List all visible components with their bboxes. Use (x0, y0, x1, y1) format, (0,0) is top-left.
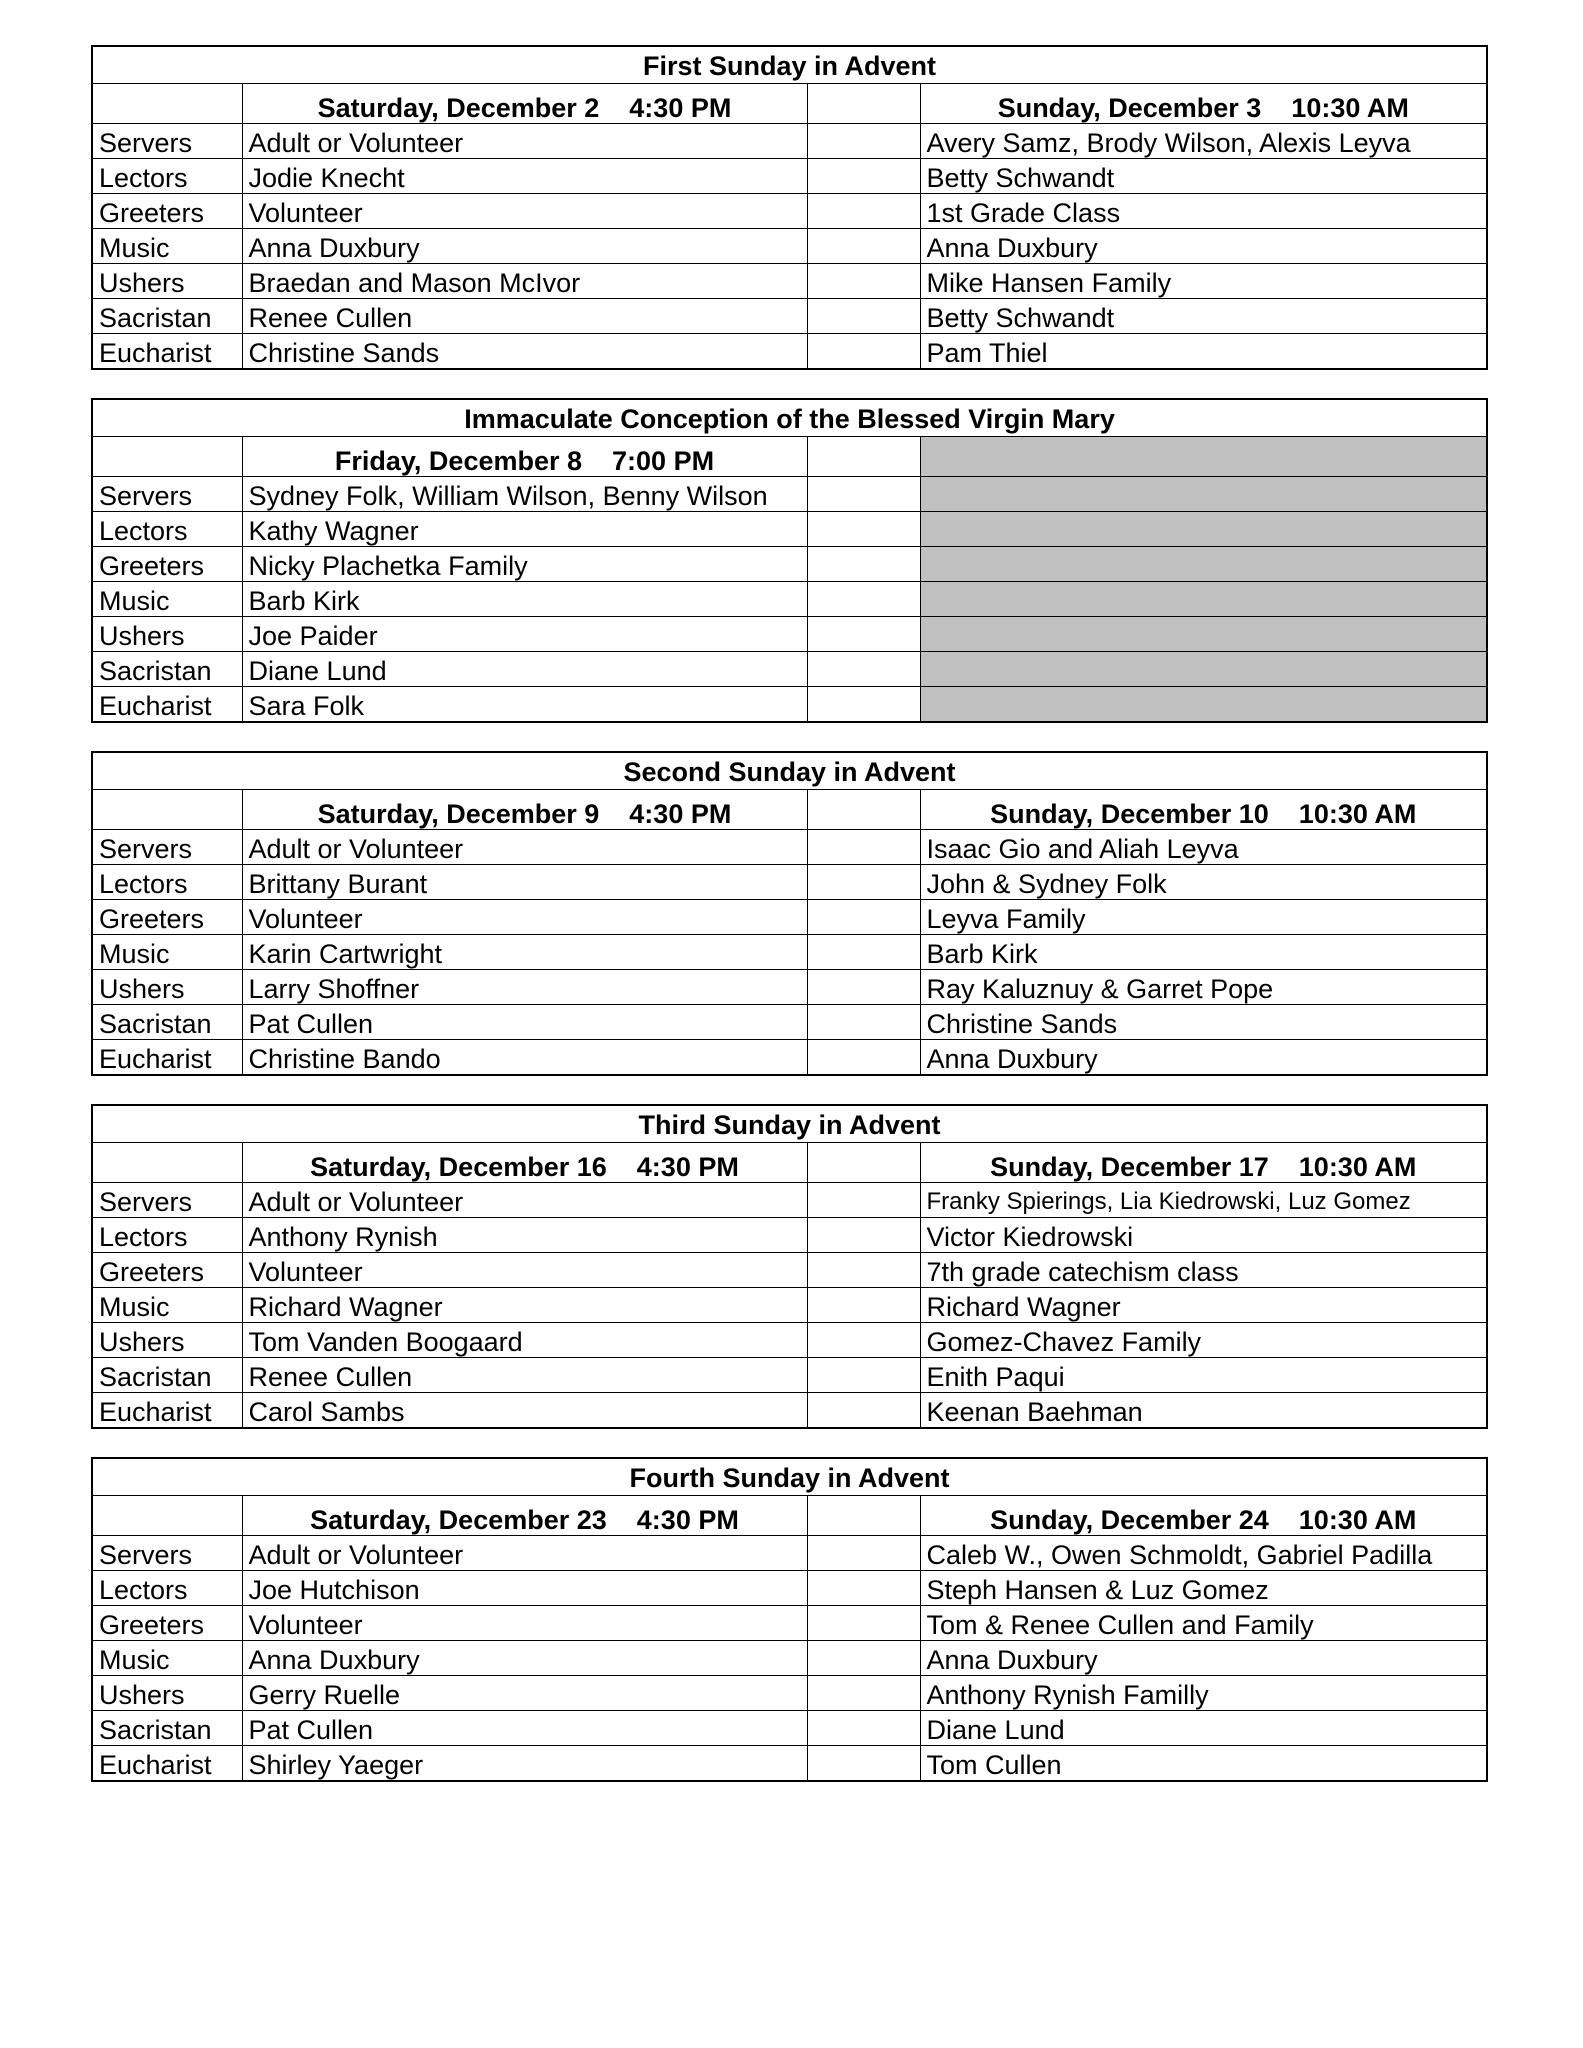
saturday-assignee: Sara Folk (242, 687, 807, 723)
role-header-blank (92, 1496, 242, 1536)
spacer-cell (807, 477, 920, 512)
role-label: Servers (92, 1183, 242, 1218)
sunday-assignee: Avery Samz, Brody Wilson, Alexis Leyva (920, 124, 1487, 159)
saturday-assignee: Carol Sambs (242, 1393, 807, 1429)
role-label: Eucharist (92, 1393, 242, 1429)
saturday-assignee: Brittany Burant (242, 865, 807, 900)
table-row (92, 334, 1487, 370)
table-row (92, 547, 1487, 582)
sunday-assignee: 1st Grade Class (920, 194, 1487, 229)
table-row (92, 1358, 1487, 1393)
sunday-assignee: Barb Kirk (920, 935, 1487, 970)
sunday-assignee: Victor Kiedrowski (920, 1218, 1487, 1253)
saturday-assignee: Braedan and Mason McIvor (242, 264, 807, 299)
spacer-cell (807, 547, 920, 582)
section-title: Fourth Sunday in Advent (92, 1458, 1487, 1496)
spacer-cell (807, 935, 920, 970)
table-row (92, 299, 1487, 334)
table-row (92, 1571, 1487, 1606)
role-label: Eucharist (92, 334, 242, 370)
spacer-cell (807, 1040, 920, 1076)
sunday-assignee: Franky Spierings, Lia Kiedrowski, Luz Gomez (920, 1183, 1487, 1218)
table-row (92, 512, 1487, 547)
table-row (92, 617, 1487, 652)
table-row (92, 1218, 1487, 1253)
sunday-header: Sunday, December 24 10:30 AM (920, 1496, 1487, 1536)
role-label: Music (92, 1641, 242, 1676)
saturday-assignee: Volunteer (242, 1253, 807, 1288)
spacer-cell (807, 1496, 920, 1536)
spacer-cell (807, 1393, 920, 1429)
sunday-assignee: Richard Wagner (920, 1288, 1487, 1323)
sunday-assignee: John & Sydney Folk (920, 865, 1487, 900)
sunday-header: Sunday, December 17 10:30 AM (920, 1143, 1487, 1183)
role-label: Greeters (92, 194, 242, 229)
sunday-assignee: Caleb W., Owen Schmoldt, Gabriel Padilla (920, 1536, 1487, 1571)
table-row (92, 687, 1487, 723)
sunday-assignee (920, 652, 1487, 687)
saturday-assignee: Volunteer (242, 1606, 807, 1641)
saturday-assignee: Volunteer (242, 194, 807, 229)
sunday-assignee: Diane Lund (920, 1711, 1487, 1746)
role-label: Ushers (92, 970, 242, 1005)
saturday-assignee: Pat Cullen (242, 1711, 807, 1746)
table-row (92, 582, 1487, 617)
role-label: Sacristan (92, 299, 242, 334)
saturday-assignee: Jodie Knecht (242, 159, 807, 194)
role-header-blank (92, 790, 242, 830)
schedule-table (91, 1104, 1488, 1429)
saturday-assignee: Christine Sands (242, 334, 807, 370)
table-row (92, 1676, 1487, 1711)
spacer-cell (807, 1288, 920, 1323)
saturday-assignee: Renee Cullen (242, 1358, 807, 1393)
role-label: Greeters (92, 900, 242, 935)
saturday-assignee: Kathy Wagner (242, 512, 807, 547)
sunday-header: Sunday, December 10 10:30 AM (920, 790, 1487, 830)
role-label: Music (92, 582, 242, 617)
spacer-cell (807, 582, 920, 617)
role-label: Lectors (92, 1571, 242, 1606)
saturday-header: Saturday, December 2 4:30 PM (242, 84, 807, 124)
table-row (92, 1641, 1487, 1676)
schedule-table (91, 398, 1488, 723)
table-row (92, 652, 1487, 687)
saturday-assignee: Diane Lund (242, 652, 807, 687)
spacer-cell (807, 1711, 920, 1746)
spacer-cell (807, 437, 920, 477)
sunday-assignee: Anna Duxbury (920, 1641, 1487, 1676)
schedule-table (91, 1457, 1488, 1782)
saturday-assignee: Joe Paider (242, 617, 807, 652)
table-row (92, 900, 1487, 935)
spacer-cell (807, 334, 920, 370)
spacer-cell (807, 1218, 920, 1253)
saturday-assignee: Renee Cullen (242, 299, 807, 334)
sunday-assignee: Anna Duxbury (920, 229, 1487, 264)
role-label: Servers (92, 830, 242, 865)
spacer-cell (807, 124, 920, 159)
saturday-header: Saturday, December 23 4:30 PM (242, 1496, 807, 1536)
role-label: Ushers (92, 617, 242, 652)
spacer-cell (807, 84, 920, 124)
role-label: Sacristan (92, 1711, 242, 1746)
spacer-cell (807, 1143, 920, 1183)
saturday-assignee: Karin Cartwright (242, 935, 807, 970)
saturday-assignee: Sydney Folk, William Wilson, Benny Wilson (242, 477, 807, 512)
spacer-cell (807, 229, 920, 264)
saturday-header: Saturday, December 9 4:30 PM (242, 790, 807, 830)
spacer-cell (807, 1183, 920, 1218)
saturday-assignee: Volunteer (242, 900, 807, 935)
role-label: Sacristan (92, 1358, 242, 1393)
role-label: Greeters (92, 547, 242, 582)
saturday-header: Friday, December 8 7:00 PM (242, 437, 807, 477)
sunday-header (920, 437, 1487, 477)
spacer-cell (807, 194, 920, 229)
sunday-assignee: Betty Schwandt (920, 299, 1487, 334)
saturday-assignee: Anthony Rynish (242, 1218, 807, 1253)
spacer-cell (807, 512, 920, 547)
saturday-assignee: Adult or Volunteer (242, 1183, 807, 1218)
spacer-cell (807, 652, 920, 687)
role-header-blank (92, 437, 242, 477)
spacer-cell (807, 617, 920, 652)
saturday-assignee: Pat Cullen (242, 1005, 807, 1040)
spacer-cell (807, 1641, 920, 1676)
role-label: Lectors (92, 865, 242, 900)
spacer-cell (807, 264, 920, 299)
role-label: Sacristan (92, 1005, 242, 1040)
section-title: First Sunday in Advent (92, 46, 1487, 84)
table-row (92, 970, 1487, 1005)
spacer-cell (807, 865, 920, 900)
role-label: Servers (92, 1536, 242, 1571)
sunday-assignee: Steph Hansen & Luz Gomez (920, 1571, 1487, 1606)
spacer-cell (807, 830, 920, 865)
sunday-header: Sunday, December 3 10:30 AM (920, 84, 1487, 124)
table-row (92, 229, 1487, 264)
sunday-assignee: 7th grade catechism class (920, 1253, 1487, 1288)
saturday-assignee: Anna Duxbury (242, 229, 807, 264)
saturday-assignee: Barb Kirk (242, 582, 807, 617)
table-row (92, 124, 1487, 159)
spacer-cell (807, 1253, 920, 1288)
spacer-cell (807, 790, 920, 830)
spacer-cell (807, 970, 920, 1005)
sunday-assignee: Isaac Gio and Aliah Leyva (920, 830, 1487, 865)
role-label: Eucharist (92, 687, 242, 723)
sunday-assignee (920, 617, 1487, 652)
role-label: Servers (92, 124, 242, 159)
role-label: Greeters (92, 1606, 242, 1641)
table-row (92, 1746, 1487, 1782)
table-row (92, 1253, 1487, 1288)
schedule-page (91, 45, 1486, 1810)
table-row (92, 194, 1487, 229)
table-row (92, 1536, 1487, 1571)
role-label: Music (92, 935, 242, 970)
sunday-assignee: Enith Paqui (920, 1358, 1487, 1393)
table-row (92, 830, 1487, 865)
sunday-assignee: Pam Thiel (920, 334, 1487, 370)
table-row (92, 159, 1487, 194)
spacer-cell (807, 1358, 920, 1393)
sunday-assignee: Anna Duxbury (920, 1040, 1487, 1076)
table-row (92, 264, 1487, 299)
saturday-assignee: Adult or Volunteer (242, 124, 807, 159)
table-row (92, 1323, 1487, 1358)
spacer-cell (807, 687, 920, 723)
schedule-table (91, 751, 1488, 1076)
sunday-assignee (920, 512, 1487, 547)
sunday-assignee: Tom Cullen (920, 1746, 1487, 1782)
schedule-table (91, 45, 1488, 370)
sunday-assignee: Ray Kaluznuy & Garret Pope (920, 970, 1487, 1005)
section-title: Second Sunday in Advent (92, 752, 1487, 790)
saturday-assignee: Richard Wagner (242, 1288, 807, 1323)
sunday-assignee: Betty Schwandt (920, 159, 1487, 194)
table-row (92, 1711, 1487, 1746)
role-label: Music (92, 1288, 242, 1323)
table-row (92, 935, 1487, 970)
table-row (92, 1040, 1487, 1076)
role-header-blank (92, 1143, 242, 1183)
spacer-cell (807, 1606, 920, 1641)
role-label: Sacristan (92, 652, 242, 687)
saturday-assignee: Adult or Volunteer (242, 830, 807, 865)
role-header-blank (92, 84, 242, 124)
table-row (92, 1606, 1487, 1641)
spacer-cell (807, 1005, 920, 1040)
sunday-assignee: Tom & Renee Cullen and Family (920, 1606, 1487, 1641)
saturday-assignee: Christine Bando (242, 1040, 807, 1076)
table-row (92, 1393, 1487, 1429)
spacer-cell (807, 159, 920, 194)
sunday-assignee: Mike Hansen Family (920, 264, 1487, 299)
role-label: Music (92, 229, 242, 264)
role-label: Eucharist (92, 1746, 242, 1782)
saturday-assignee: Larry Shoffner (242, 970, 807, 1005)
section-title: Third Sunday in Advent (92, 1105, 1487, 1143)
role-label: Ushers (92, 1323, 242, 1358)
table-row (92, 865, 1487, 900)
sunday-assignee: Keenan Baehman (920, 1393, 1487, 1429)
role-label: Lectors (92, 512, 242, 547)
saturday-assignee: Shirley Yaeger (242, 1746, 807, 1782)
spacer-cell (807, 1571, 920, 1606)
saturday-assignee: Anna Duxbury (242, 1641, 807, 1676)
sunday-assignee (920, 582, 1487, 617)
saturday-assignee: Nicky Plachetka Family (242, 547, 807, 582)
spacer-cell (807, 1746, 920, 1782)
sunday-assignee: Anthony Rynish Familly (920, 1676, 1487, 1711)
spacer-cell (807, 1676, 920, 1711)
spacer-cell (807, 900, 920, 935)
saturday-assignee: Tom Vanden Boogaard (242, 1323, 807, 1358)
section-title: Immaculate Conception of the Blessed Virgin Mary (92, 399, 1487, 437)
table-row (92, 1005, 1487, 1040)
sunday-assignee (920, 477, 1487, 512)
role-label: Ushers (92, 1676, 242, 1711)
role-label: Servers (92, 477, 242, 512)
saturday-header: Saturday, December 16 4:30 PM (242, 1143, 807, 1183)
saturday-assignee: Gerry Ruelle (242, 1676, 807, 1711)
table-row (92, 1288, 1487, 1323)
sunday-assignee: Gomez-Chavez Family (920, 1323, 1487, 1358)
spacer-cell (807, 1536, 920, 1571)
table-row (92, 1183, 1487, 1218)
spacer-cell (807, 1323, 920, 1358)
sunday-assignee: Leyva Family (920, 900, 1487, 935)
role-label: Lectors (92, 1218, 242, 1253)
role-label: Greeters (92, 1253, 242, 1288)
spacer-cell (807, 299, 920, 334)
saturday-assignee: Joe Hutchison (242, 1571, 807, 1606)
role-label: Lectors (92, 159, 242, 194)
role-label: Eucharist (92, 1040, 242, 1076)
sunday-assignee: Christine Sands (920, 1005, 1487, 1040)
sunday-assignee (920, 547, 1487, 582)
table-row (92, 477, 1487, 512)
role-label: Ushers (92, 264, 242, 299)
sunday-assignee (920, 687, 1487, 723)
saturday-assignee: Adult or Volunteer (242, 1536, 807, 1571)
